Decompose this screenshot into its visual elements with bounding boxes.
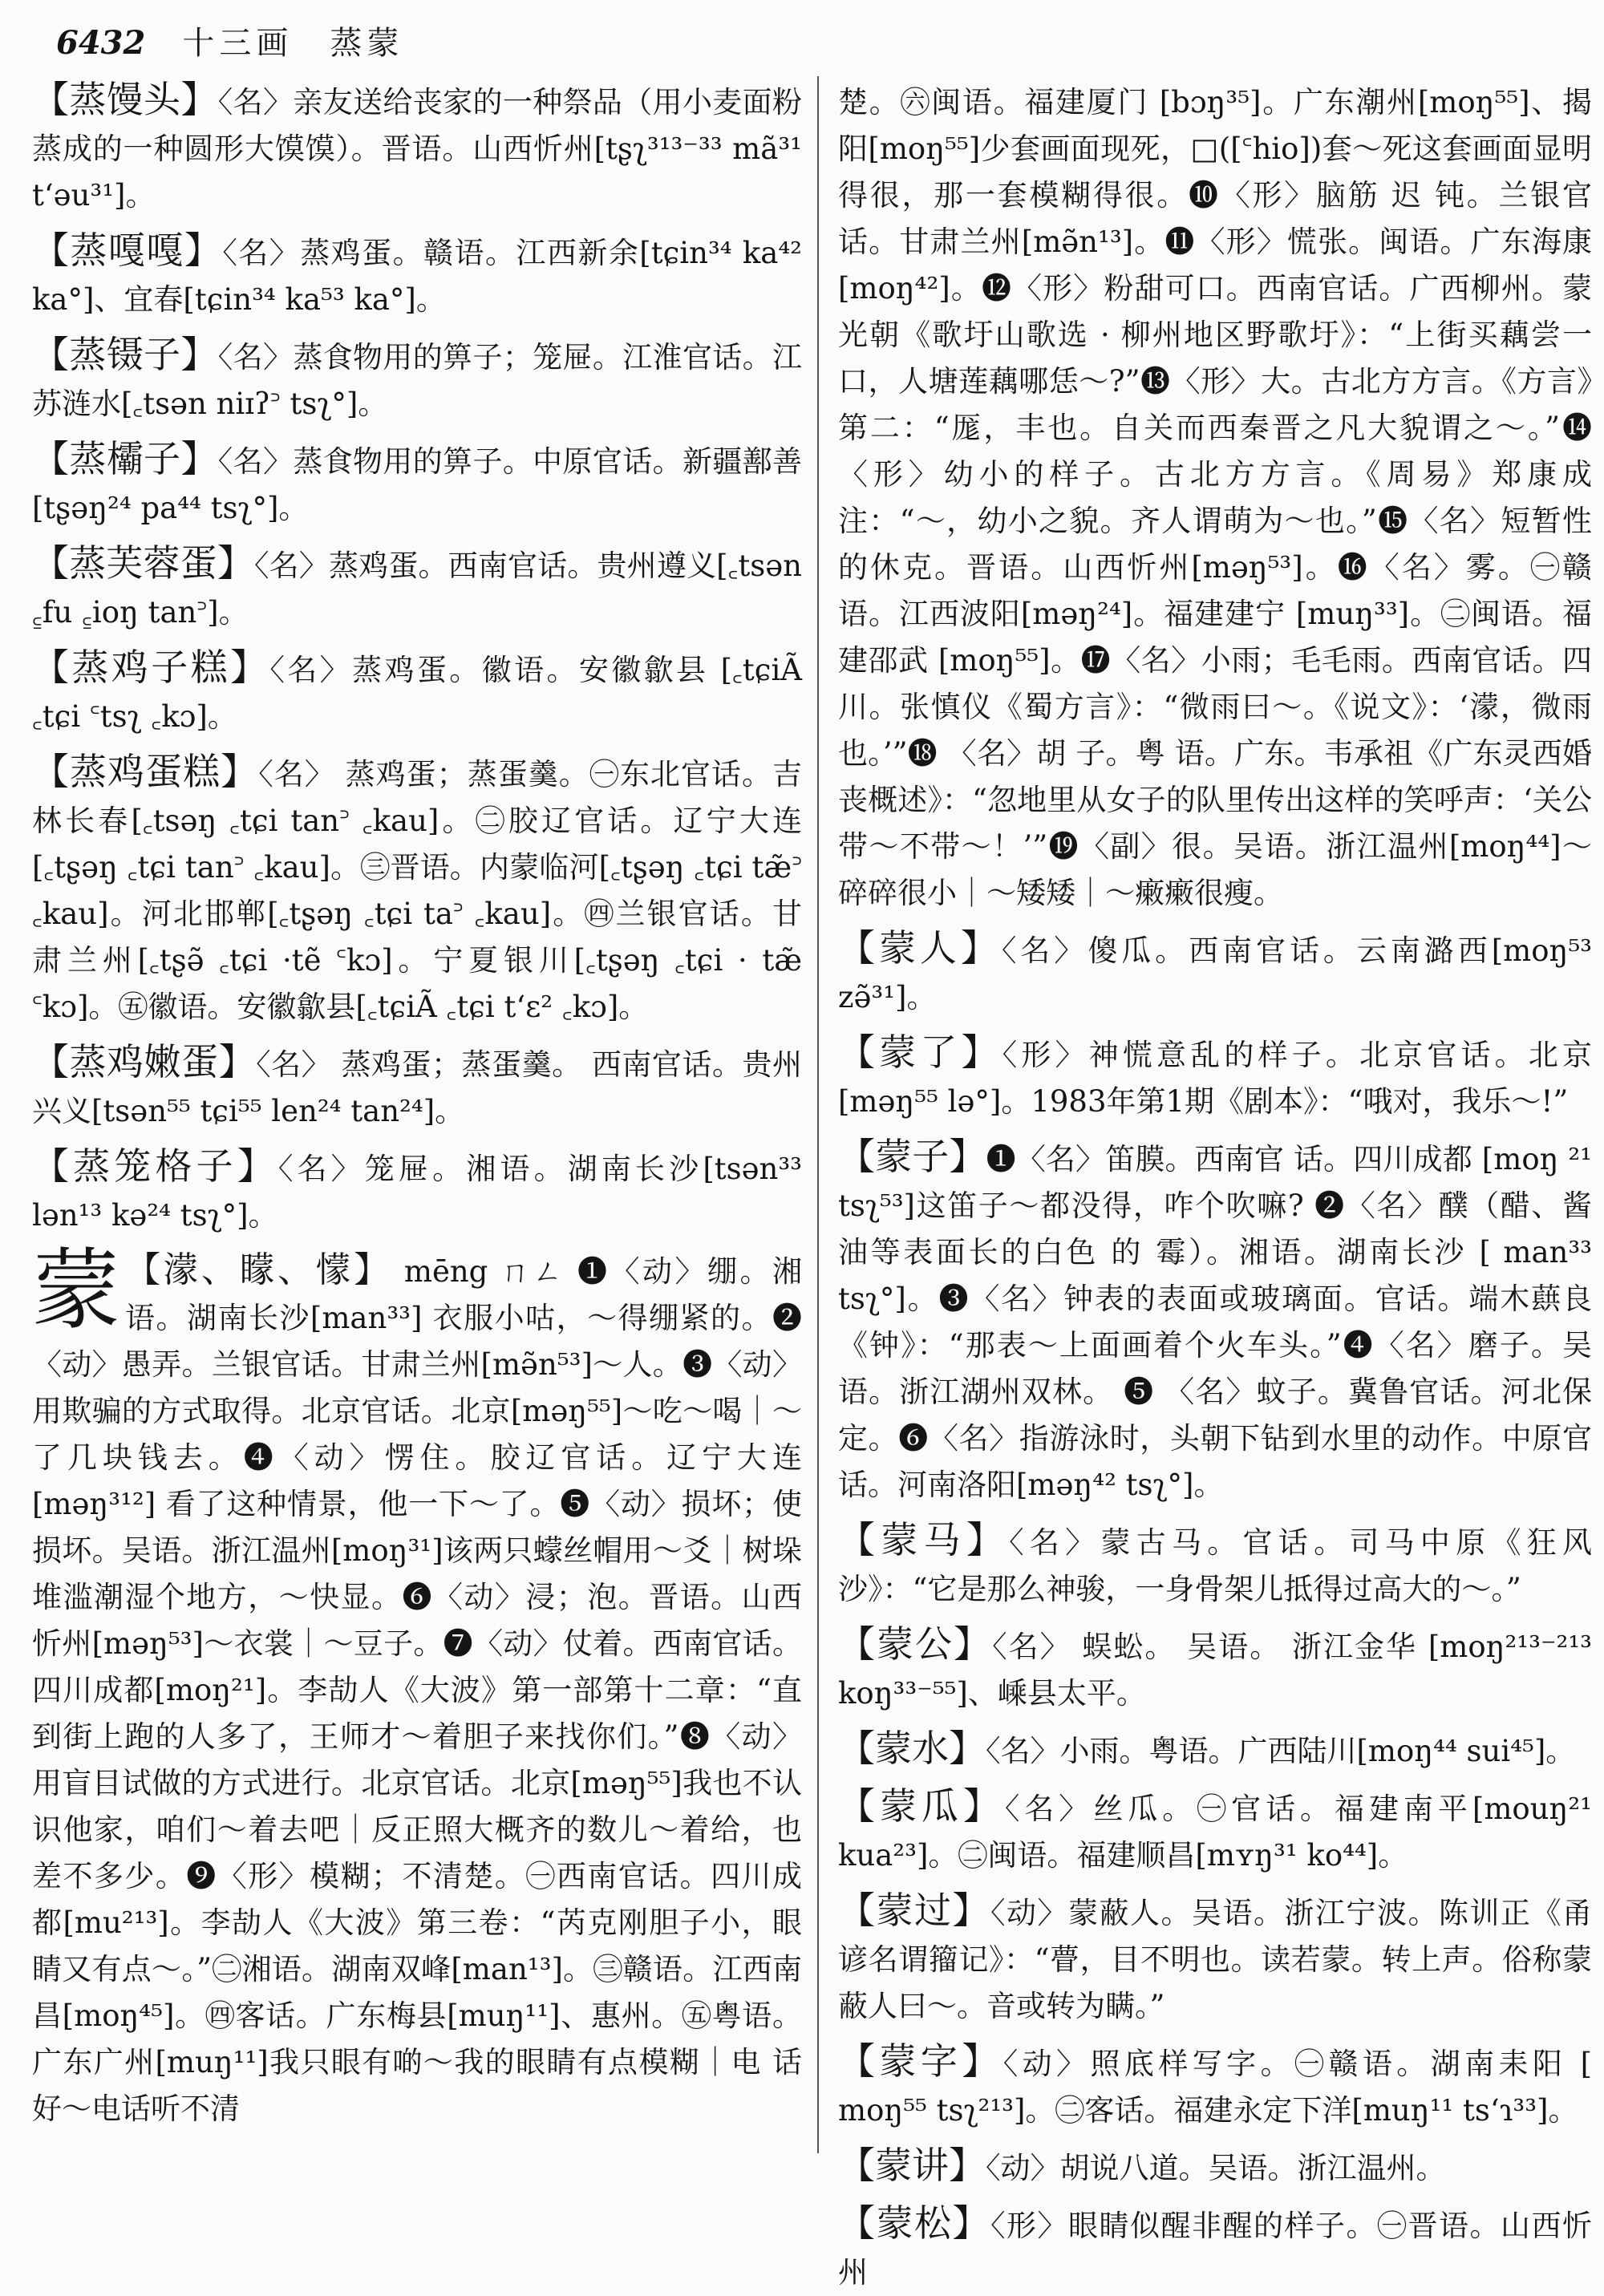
entry-headword: 【蒸欛子】 xyxy=(32,437,218,480)
entry-body: 〈名〉小雨。粤语。广西陆川[moŋ⁴⁴ sui⁴⁵]。 xyxy=(986,1734,1576,1768)
entry-headword: 【蒙子】 xyxy=(838,1135,986,1178)
dictionary-entry xyxy=(838,1516,1592,1613)
dictionary-entry xyxy=(838,1783,1592,1879)
entry-body: 〈名〉丝瓜。㊀官话。福建南平[mouŋ²¹ kua²³]。㊁闽语。福建顺昌[mʏŋ³¹ ko⁴⁴]。 xyxy=(838,1792,1593,1873)
dictionary-entry xyxy=(838,2142,1592,2192)
entry-headword: 【蒙松】 xyxy=(838,2201,990,2245)
entry-body: 〈名〉蒙古马。官话。司马中原《狂风沙》：“它是那么神骏，一身骨架儿抵得过高大的～。” xyxy=(838,1525,1593,1606)
dictionary-entry xyxy=(32,76,802,219)
entry-body: 楚。㊅闽语。福建厦门 [bɔŋ³⁵]。广东潮州[moŋ⁵⁵]、揭阳[moŋ⁵⁵]少套画面现死，□([꜂hio])套～死这套画面显明得很，那一套模糊得很。❿〈形〉脑筋 迟 钝。兰银官话。甘肃兰州[mə̃n¹³]。⓫〈形〉慌张。闽语。广东海康[moŋ⁴²]。⓬〈形〉粉甜可口。西南官话。广西柳州。蒙光朝《歌圩山歌选 · 柳州地区野歌圩》：“上街买藕尝一口，人塘莲藕哪恁～?”⓭〈形〉大。古北方方言。《方言》第二：“厖，丰也。自关而西秦晋之凡大貌谓之～。”⓮〈形〉幼小的样子。古北方方言。《周易》郑康成注：“～，幼小之貌。齐人谓萌为～也。”⓯〈名〉短暂性的休克。晋语。山西忻州[məŋ⁵³]。⓰〈名〉雾。㊀赣语。江西波阳[məŋ²⁴]。福建建宁 [muŋ³³]。㊁闽语。福建邵武 [moŋ⁵⁵]。⓱〈名〉小雨；毛毛雨。西南官话。四川。张慎仪《蜀方言》：“微雨曰～。《说文》：‘濛，微雨也。’”⓲ 〈名〉胡 子。粤 语。广东。韦承祖《广东灵西婚丧概述》：“忽地里从女子的队里传出这样的笑呼声：‘关公带～不带～！’”⓳〈副〉很。吴语。浙江温州[moŋ⁴⁴]～碎碎很小｜～矮矮｜～瘷瘷很瘦。 xyxy=(838,85,1592,910)
entry-headword: 【蒸馒头】 xyxy=(32,78,218,121)
entry-body: 〈名〉傻瓜。西南官话。云南潞西[moŋ⁵³ zə̃³¹]。 xyxy=(838,933,1593,1014)
dictionary-entry xyxy=(32,540,802,636)
entry-headword: 【蒸鸡嫩蛋】 xyxy=(32,1040,257,1083)
entry-body: 〈名〉 蒸鸡蛋；蒸蛋羹。 西南官话。贵州兴义[tsən⁵⁵ tɕi⁵⁵ len²⁴ tan²⁴]。 xyxy=(32,1047,803,1128)
entry-body: 〈名〉亲友送给丧家的一种祭品（用小麦面粉蒸成的一种圆形大馍馍）。晋语。山西忻州[tʂʅ³¹³⁻³³ mã³¹ tʻəu³¹]。 xyxy=(32,85,803,213)
dictionary-entry xyxy=(838,1029,1592,1125)
dictionary-entry xyxy=(838,1725,1592,1775)
page-header xyxy=(56,18,403,66)
dictionary-entry xyxy=(838,1887,1592,2030)
right-column xyxy=(838,76,1593,2290)
section-title: 十三画 蒸蒙 xyxy=(182,25,404,62)
entry-body: 〈名〉蒸食物用的箅子；笼屉。江淮官话。江苏涟水[꜀tsən niɪʔ꜄ tsʅ°]。 xyxy=(32,340,803,421)
dictionary-entry xyxy=(838,925,1592,1021)
entry-body: 〈形〉神慌意乱的样子。北京官话。北京[məŋ⁵⁵ lə°]。1983年第1期《剧本》：“哦对，我乐～!” xyxy=(838,1038,1593,1119)
dictionary-entry xyxy=(838,2038,1592,2134)
entry-headword: 【蒙了】 xyxy=(838,1031,1003,1074)
entry-body: 〈名〉 蜈蚣。 吴语。 浙江金华 [moŋ²¹³⁻²¹³ koŋ³³⁻⁵⁵]、嵊县太平。 xyxy=(838,1630,1592,1711)
entry-headword: 【蒙字】 xyxy=(838,2039,1003,2083)
dictionary-entry xyxy=(32,644,802,740)
entry-body: 〈动〉照底样写字。㊀赣语。湖南耒阳 [ moŋ⁵⁵ tsʅ²¹³]。㊁客话。福建永定下洋[muŋ¹¹ tsʻɿ³³]。 xyxy=(838,2047,1593,2128)
entry-headword: 【蒸笼格子】 xyxy=(32,1144,278,1188)
page-number: 6432 xyxy=(56,24,146,62)
entry-body: 〈动〉胡说八道。吴语。浙江温州。 xyxy=(986,2151,1446,2185)
dictionary-entry xyxy=(838,2200,1592,2296)
entry-body: 〈名〉笼屉。湘语。湖南长沙[tsən³³ lən¹³ kə²⁴ tsʅ°]。 xyxy=(32,1152,802,1233)
dictionary-entry xyxy=(32,331,802,427)
entry-body: 〈动〉蒙蔽人。吴语。浙江宁波。陈训正《甬谚名谓籀记》：“瞢，目不明也。读若蒙。转上声。俗称蒙蔽人曰～。音或转为瞒。” xyxy=(838,1896,1592,2023)
dictionary-entry-continued xyxy=(838,76,1592,917)
entry-body: 〈名〉蒸食物用的箅子。中原官话。新疆鄯善[tʂəŋ²⁴ pa⁴⁴ tsʅ°]。 xyxy=(32,444,803,525)
pinyin: mēng ㄇㄥ xyxy=(403,1254,565,1289)
entry-headword: 【蒙水】 xyxy=(838,1727,986,1770)
entry-body: ❶〈名〉笛膜。西南官 话。四川成都 [moŋ ²¹ tsʅ⁵³]这笛子～都没得，咋个吹嘛? ❷〈名〉醭（醋、酱油等表面长的白色 的 霉）。湘语。湖南长沙 [ man³³ tsʅ°]。❸〈名〉钟表的表面或玻璃面。官话。端木蕻良《钟》：“那表～上面画着个火车头。”❹〈名〉磨子。吴语。浙江湖州双林。 ❺ 〈名〉蚊子。冀鲁官话。河北保定。❻〈名〉指游泳时，头朝下钻到水里的动作。中原官话。河南洛阳[məŋ⁴² tsʅ°]。 xyxy=(838,1142,1593,1502)
main-character-entry xyxy=(32,1239,803,2132)
entry-headword: 【蒙公】 xyxy=(838,1622,993,1666)
entry-headword: 【蒸芙蓉蛋】 xyxy=(32,541,255,585)
entry-body: 〈名〉蒸鸡蛋。西南官话。贵州遵义[꜀tsən ꜁fu ꜁ioŋ tan꜄]。 xyxy=(32,549,803,630)
entry-body: 〈名〉 蒸鸡蛋；蒸蛋羹。㊀东北官话。吉林长春[꜀tsəŋ ꜀tɕi tan꜄ ꜀kau]。㊁胶辽官话。辽宁大连[꜀tʂəŋ ꜀tɕi tan꜄ ꜀kau]。㊂晋语。内蒙临河[꜀tʂəŋ ꜀tɕi tæ̃꜄ ꜀kau]。河北邯郸[꜀tʂəŋ ꜀tɕi ta꜄ ꜀kau]。㊃兰银官话。甘肃兰州[꜀tʂə̃ ꜀tɕi ·tẽ ꜂kɔ]。宁夏银川[꜀tʂəŋ ꜀tɕi · tæ̃ ꜂kɔ]。㊄徽语。安徽歙县[꜀tɕiÃ ꜀tɕi tʻɛ² ꜀kɔ]。 xyxy=(32,757,802,1024)
dictionary-entry xyxy=(32,1039,802,1135)
main-character: 蒙 xyxy=(32,1239,120,1342)
left-column xyxy=(32,76,802,2153)
entry-body: ❶〈动〉绷。湘语。湖南长沙[man³³] 衣服小咕，～得绷紧的。❷〈动〉愚弄。兰银官话。甘肃兰州[mə̃n⁵³]～人。❸〈动〉用欺骗的方式取得。北京官话。北京[məŋ⁵⁵]～吃～喝｜～了几块钱去。❹〈动〉愣住。胶辽官话。辽宁大连 [məŋ³¹²] 看了这种情景，他一下～了。❺〈动〉损坏；使损坏。吴语。浙江温州[moŋ³¹]该两只蠓丝帽用～爻｜树垛堆滥潮湿个地方，～快显。❻〈动〉浸；泡。晋语。山西忻州[məŋ⁵³]～衣裳｜～豆子。❼〈动〉仗着。西南官话。四川成都[moŋ²¹]。李劼人《大波》第一部第十二章：“直到街上跑的人多了，王师才～着胆子来找你们。”❽〈动〉用盲目试做的方式进行。北京官话。北京[məŋ⁵⁵]我也不认识他家，咱们～着去吧｜反正照大概齐的数儿～着给，也差不多少。❾〈形〉模糊；不清楚。㊀西南官话。四川成都[mu²¹³]。李劼人《大波》第三卷：“芮克刚胆子小，眼睛又有点～。”㊁湘语。湖南双峰[man¹³]。㊂赣语。江西南昌[moŋ⁴⁵]。㊃客话。广东梅县[muŋ¹¹]、惠州。㊄粤语。广东广州[muŋ¹¹]我只眼有啲～我的眼睛有点模糊｜电 话 好～电话听不清 xyxy=(32,1254,803,2126)
entry-headword: 【蒙过】 xyxy=(838,1889,990,1932)
dictionary-entry xyxy=(32,1143,802,1239)
dictionary-entry xyxy=(32,435,802,532)
entry-headword: 【蒸镊子】 xyxy=(32,333,218,376)
dictionary-entry xyxy=(32,748,802,1031)
entry-headword: 【蒸嘎嘎】 xyxy=(32,229,223,272)
entry-body: 〈名〉蒸鸡蛋。赣语。江西新余[tɕin³⁴ ka⁴² ka°]、宜春[tɕin³⁴ ka⁵³ ka°]。 xyxy=(32,236,802,317)
entry-headword: 【蒙人】 xyxy=(838,926,1002,970)
entry-headword: 【蒙瓜】 xyxy=(838,1784,1005,1828)
entry-body: 〈形〉眼睛似醒非醒的样子。㊀晋语。山西忻州 xyxy=(838,2209,1592,2290)
column-divider xyxy=(817,76,819,2153)
variant-characters: 【濛、矇、懞】 xyxy=(125,1249,392,1290)
entry-body: 〈名〉蒸鸡蛋。徽语。安徽歙县 [꜀tɕiÃ ꜀tɕi ꜂tsʅ ꜀kɔ]。 xyxy=(32,653,802,734)
dictionary-entry xyxy=(838,1621,1592,1717)
dictionary-entry xyxy=(32,227,802,323)
entry-headword: 【蒸鸡蛋糕】 xyxy=(32,750,259,793)
entry-headword: 【蒸鸡子糕】 xyxy=(32,646,270,689)
dictionary-entry xyxy=(838,1133,1592,1508)
entry-headword: 【蒙马】 xyxy=(838,1518,1010,1561)
entry-headword: 【蒙讲】 xyxy=(838,2144,986,2187)
